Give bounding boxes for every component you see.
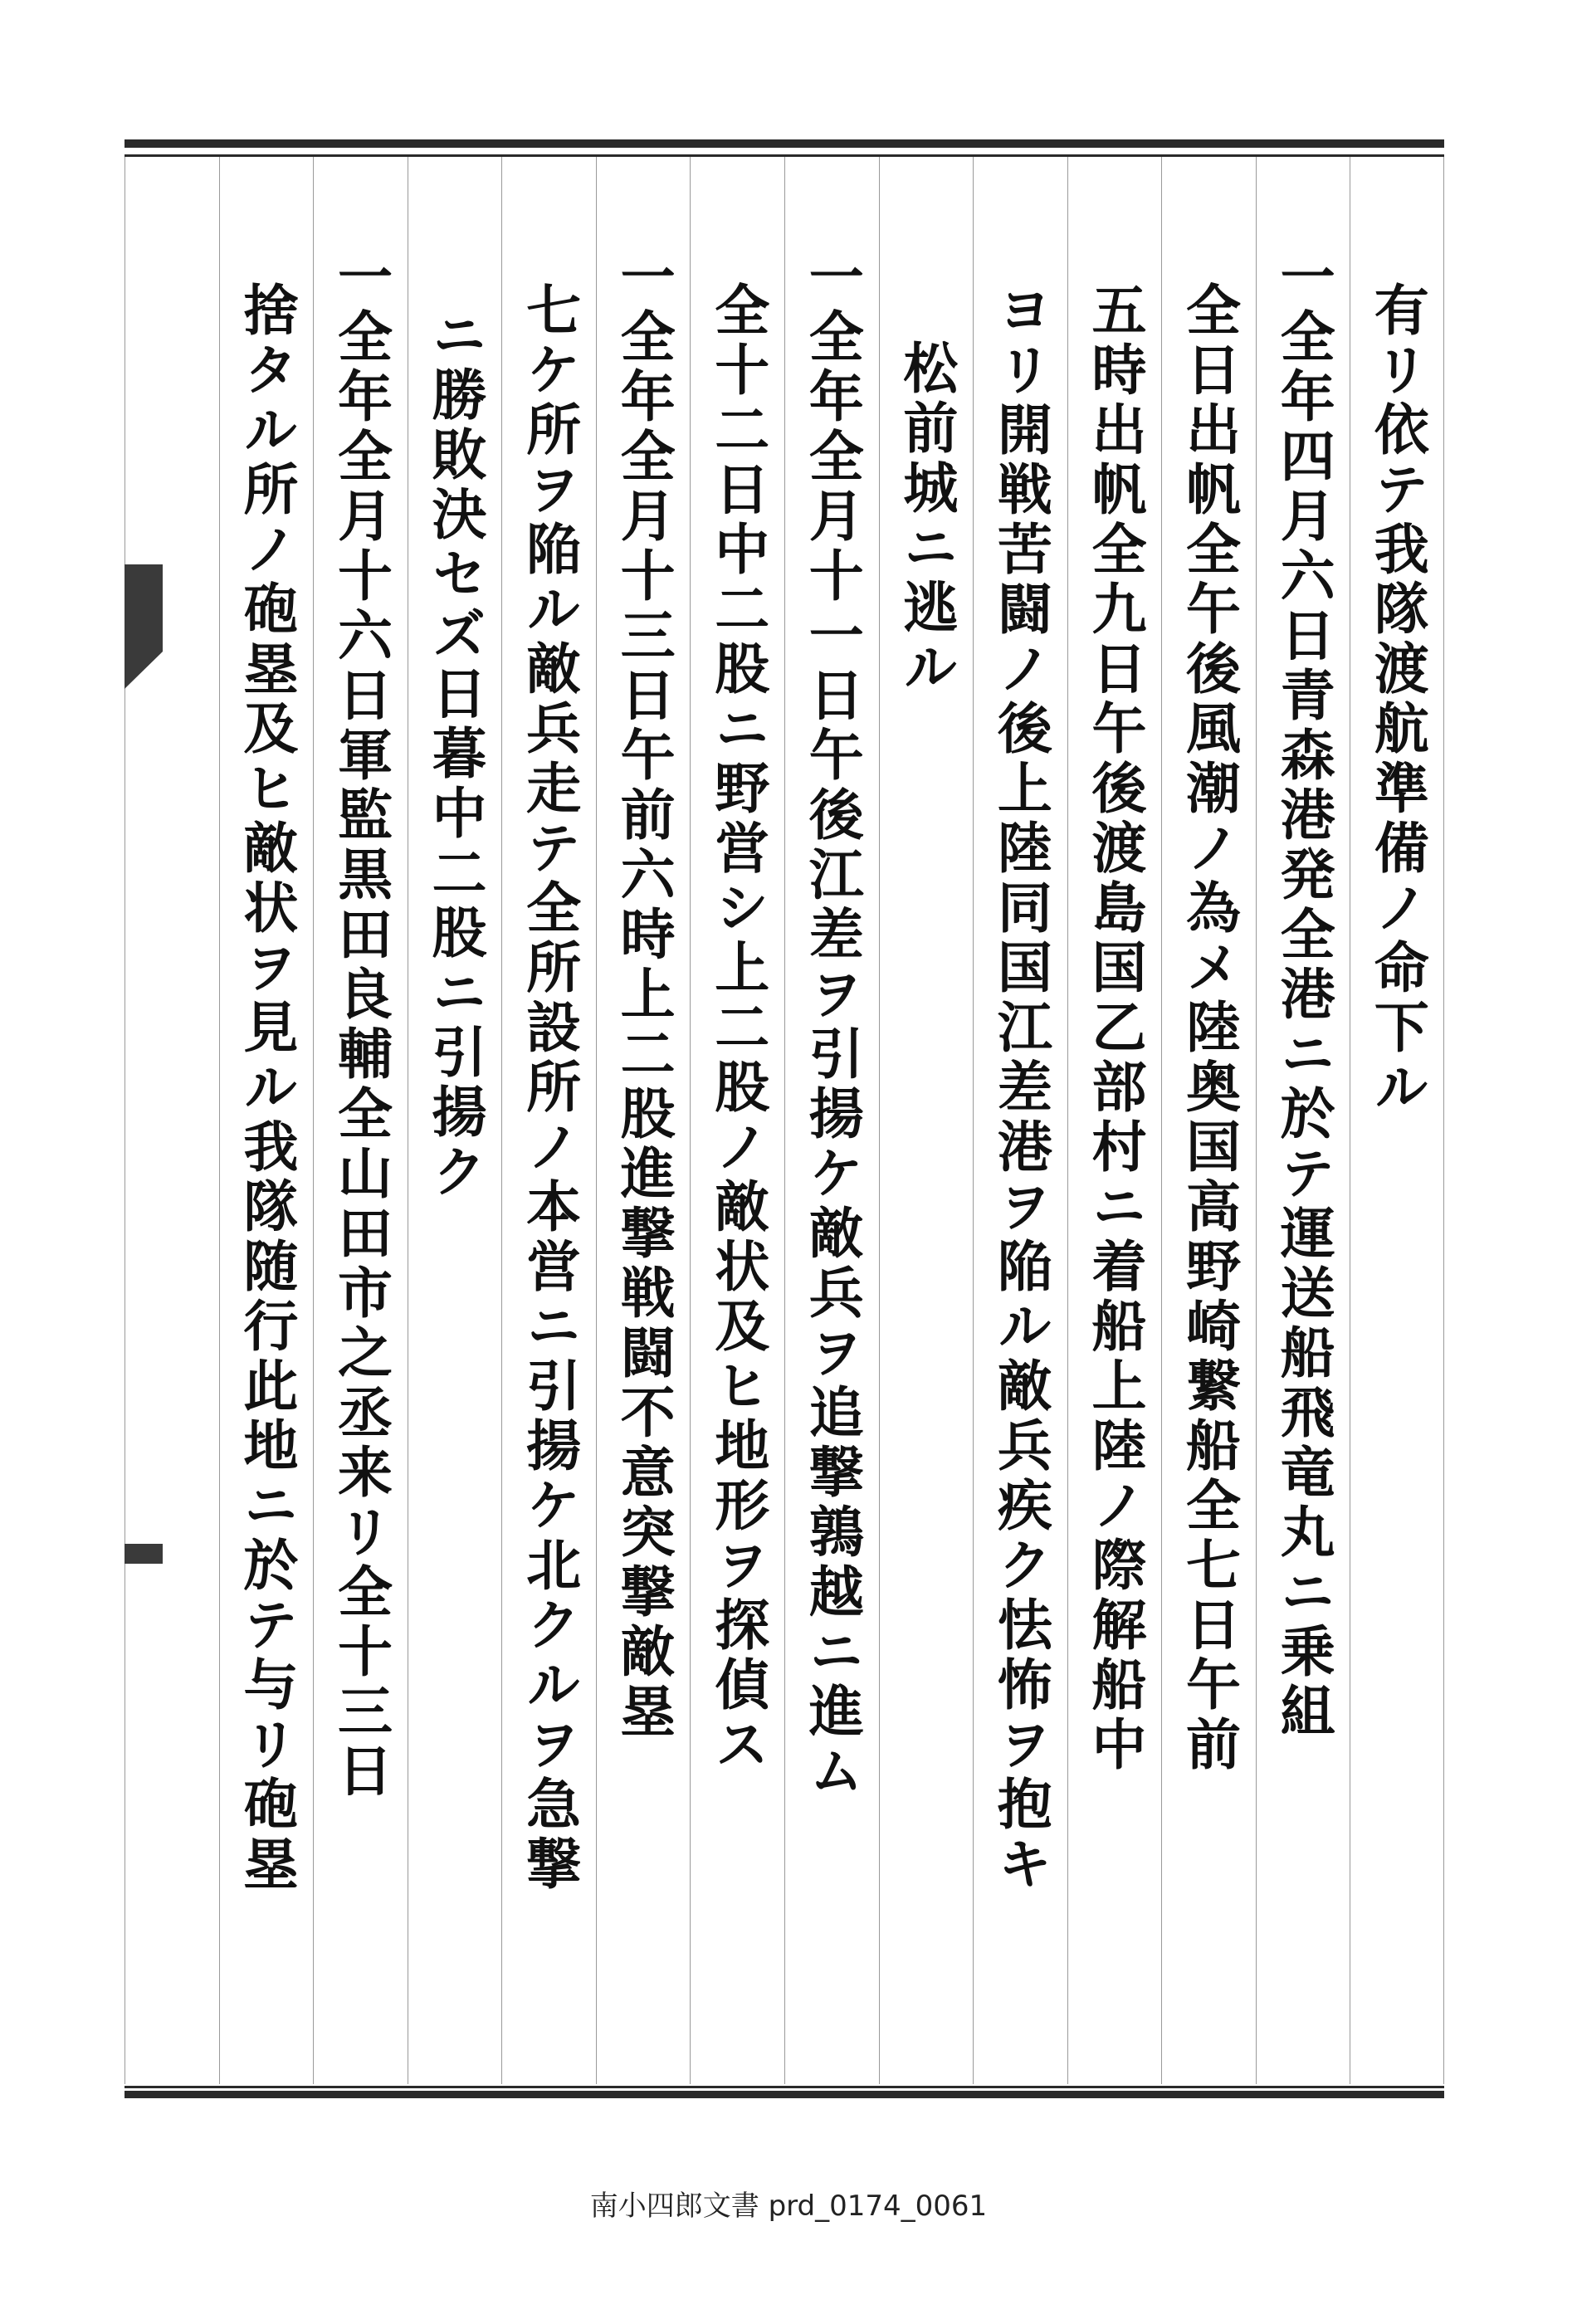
manuscript-column [219,157,314,2084]
column-text: 一全年四月六日青森港発全港ニ於テ運送船飛竜丸ニ乗組 [1271,248,1336,1742]
top-border-thick [124,139,1444,148]
column-text: 一全年全月十一日午後江差ヲ引揚ケ敵兵ヲ追撃鶉越ニ進ム [799,248,865,1802]
column-text: 五時出帆全九日午後渡島国乙部村ニ着船上陸ノ際解船中 [1081,281,1147,1775]
archive-caption: 南小四郎文書 prd_0174_0061 [589,2190,988,2223]
column-text: 七ケ所ヲ陥ル敵兵走テ全所設所ノ本営ニ引揚ケ北クルヲ急撃 [516,281,582,1895]
manuscript-column [784,157,879,2084]
column-text: 全十二日中二股ニ野営シ上二股ノ敵状及ヒ地形ヲ探偵ス [705,281,770,1775]
manuscript-column [1161,157,1256,2084]
column-text: ニ勝敗決セズ日暮中二股ニ引揚ク [422,306,488,1203]
column-text: 一全年全月十三日午前六時上二股進撃戦闘不意突撃敵塁 [611,248,676,1742]
manuscript-column [879,157,974,2084]
column-text: ヨリ開戦苦闘ノ後上陸同国江差港ヲ陥ル敵兵疾ク怯怖ヲ抱キ [988,281,1053,1895]
column-text: 松前城ニ逃ル [893,339,959,698]
column-text: 捨タル所ノ砲塁及ヒ敵状ヲ見ル我隊随行此地ニ於テ与リ砲塁 [233,281,299,1895]
manuscript-column-blank [124,157,219,2084]
manuscript-column [1067,157,1162,2084]
ruled-manuscript-sheet [124,139,1444,2098]
bottom-border-thin [124,2086,1444,2088]
manuscript-column [408,157,502,2084]
column-text: 全日出帆全午後風潮ノ為メ陸奥国高野崎繋船全七日午前 [1176,281,1242,1775]
column-text: 有リ依テ我隊渡航準備ノ命下ル [1365,281,1430,1118]
binding-tab-mark [124,1544,163,1564]
manuscript-column [973,157,1067,2084]
manuscript-column [1350,157,1444,2084]
manuscript-column [690,157,784,2084]
manuscript-column [313,157,408,2084]
manuscript-column [501,157,596,2084]
column-text: 一全年全月十六日軍監黒田良輔全山田市之丞来リ全十三日 [328,248,393,1802]
manuscript-column [596,157,691,2084]
manuscript-columns [124,157,1444,2084]
bottom-border-thick [124,2091,1444,2098]
manuscript-column [1256,157,1350,2084]
